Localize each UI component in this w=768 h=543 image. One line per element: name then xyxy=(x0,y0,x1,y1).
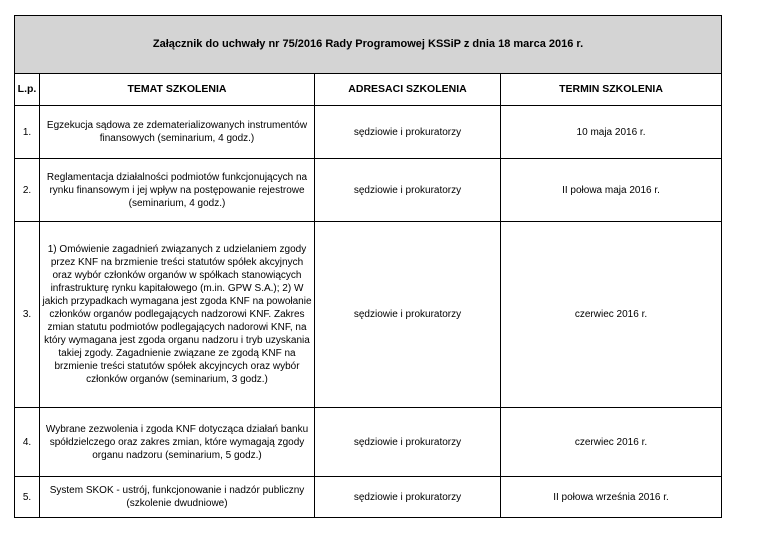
table-row xyxy=(15,408,722,477)
row-topic: Wybrane zezwolenia i zgoda KNF dotycząca działań banku spółdzielczego oraz zakres zmian, które wymagają zgody organu nadzoru (seminarium, 5 godz.) xyxy=(40,408,315,477)
header-lp: L.p. xyxy=(15,74,40,106)
row-date: czerwiec 2016 r. xyxy=(501,408,722,477)
row-number: 5. xyxy=(15,477,40,518)
row-number: 2. xyxy=(15,159,40,222)
row-audience: sędziowie i prokuratorzy xyxy=(315,106,501,159)
title-row xyxy=(15,16,722,74)
row-number: 3. xyxy=(15,222,40,408)
training-schedule-table xyxy=(14,15,722,518)
row-topic: Egzekucja sądowa ze zdematerializowanych instrumentów finansowych (seminarium, 4 godz.) xyxy=(40,106,315,159)
row-date: II połowa września 2016 r. xyxy=(501,477,722,518)
header-termin: TERMIN SZKOLENIA xyxy=(501,74,722,106)
row-topic: 1) Omówienie zagadnień związanych z udzielaniem zgody przez KNF na brzmienie treści statutów spółek akcyjnych oraz wybór członków organów w spółkach stanowiących infrastrukturę rynku kapitałowego (m.in. GPW S.A.); 2) W jakich przypadkach wymagana jest zgoda KNF na powołanie członków organów podlegających nadzorowi KNF. Zakres zmian statutu podmiotów podlegających nadorowi KNF, na który wymagana jest zgoda organu nadzoru i tryb uzyskania takiej zgody. Zagadnienie związane ze zgodą KNF na brzmienie treści statutów spółek akcyjncych oraz wybór członków organów (seminarium, 3 godz.) xyxy=(40,222,315,408)
row-audience: sędziowie i prokuratorzy xyxy=(315,159,501,222)
header-temat: TEMAT SZKOLENIA xyxy=(40,74,315,106)
header-row xyxy=(15,74,722,106)
row-audience: sędziowie i prokuratorzy xyxy=(315,477,501,518)
table-row xyxy=(15,159,722,222)
row-audience: sędziowie i prokuratorzy xyxy=(315,222,501,408)
table-row xyxy=(15,106,722,159)
row-number: 1. xyxy=(15,106,40,159)
row-date: czerwiec 2016 r. xyxy=(501,222,722,408)
row-audience: sędziowie i prokuratorzy xyxy=(315,408,501,477)
table-row xyxy=(15,222,722,408)
row-number: 4. xyxy=(15,408,40,477)
header-adresaci: ADRESACI SZKOLENIA xyxy=(315,74,501,106)
row-date: II połowa maja 2016 r. xyxy=(501,159,722,222)
document-title: Załącznik do uchwały nr 75/2016 Rady Programowej KSSiP z dnia 18 marca 2016 r. xyxy=(15,16,722,74)
row-date: 10 maja 2016 r. xyxy=(501,106,722,159)
row-topic: System SKOK - ustrój, funkcjonowanie i nadzór publiczny (szkolenie dwudniowe) xyxy=(40,477,315,518)
row-topic: Reglamentacja działalności podmiotów funkcjonujących na rynku finansowym i jej wpływ na postępowanie rejestrowe (seminarium, 4 godz.) xyxy=(40,159,315,222)
table-row xyxy=(15,477,722,518)
